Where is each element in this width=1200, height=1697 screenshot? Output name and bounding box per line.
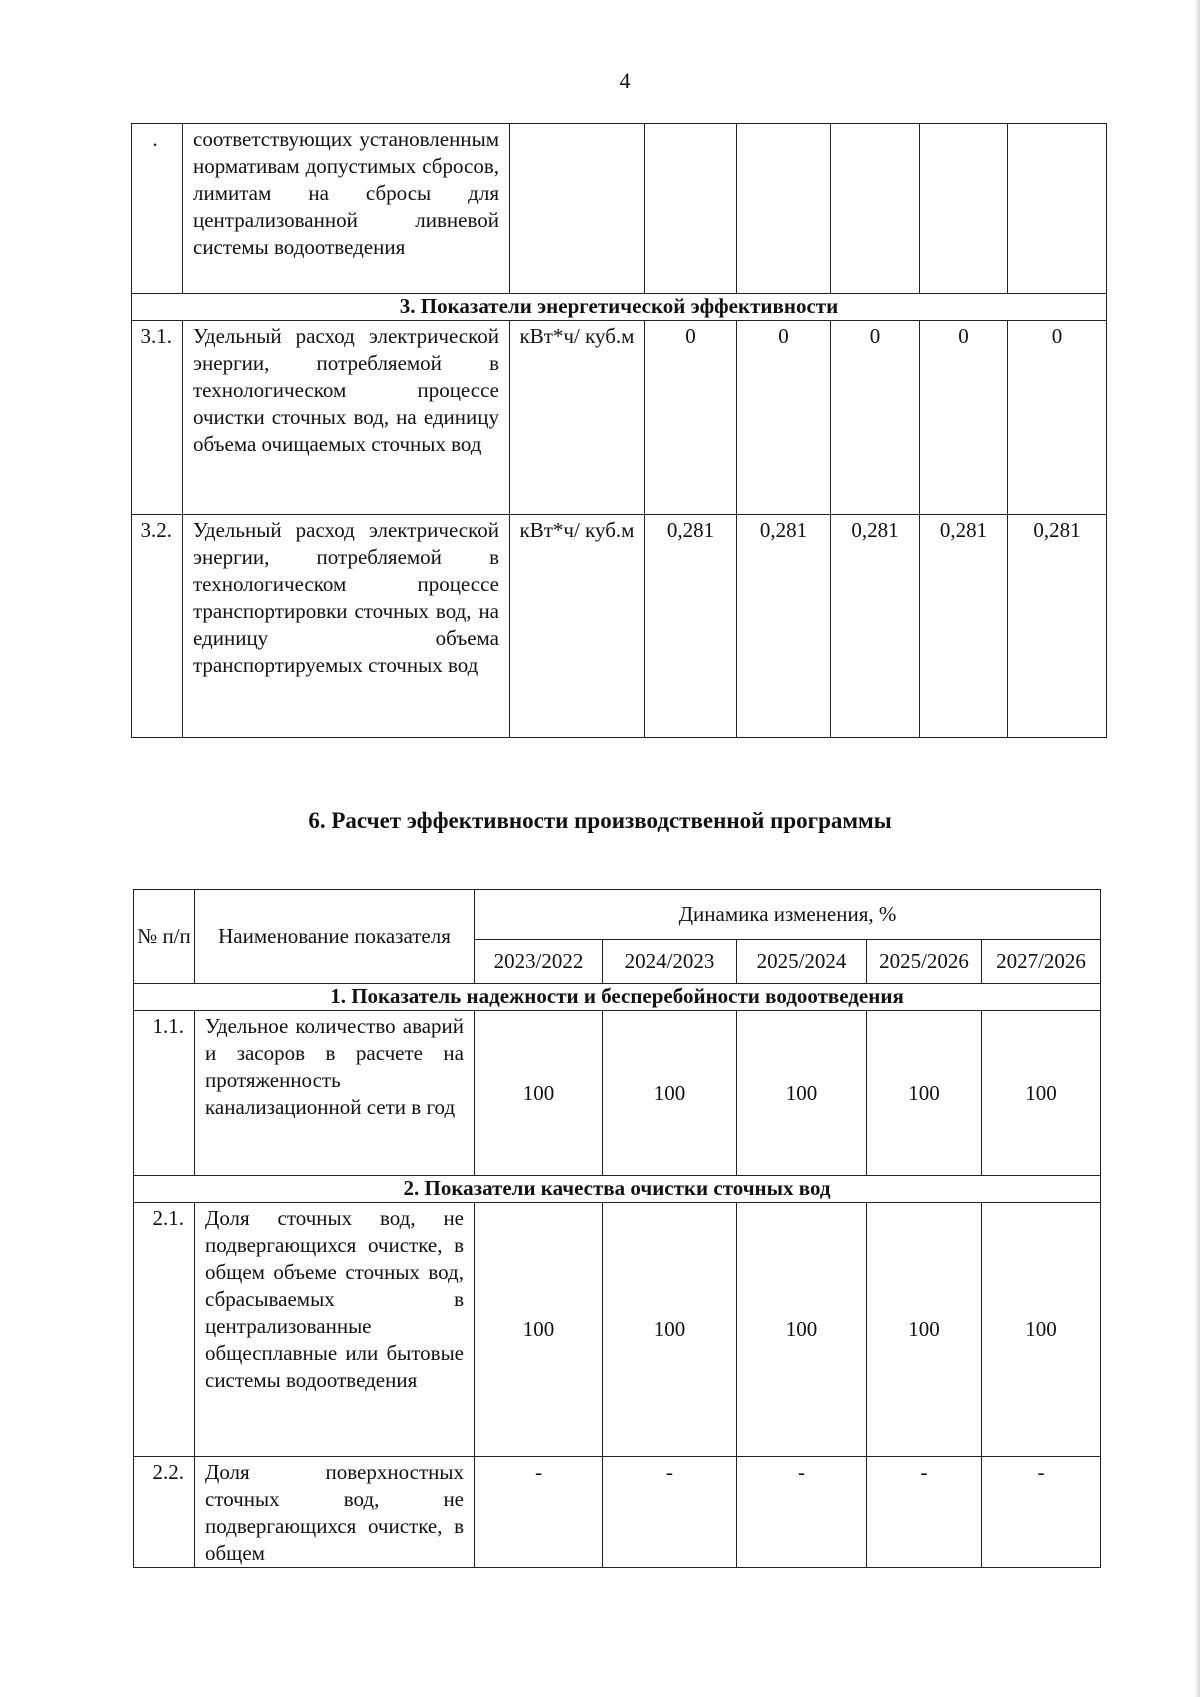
indicator-name: Доля поверхностных сточных вод, не подвергающихся очистке, в общем: [195, 1457, 475, 1568]
value: -: [737, 1457, 867, 1568]
table-row: [134, 1203, 1101, 1457]
table-row: [134, 1011, 1101, 1176]
value: 100: [982, 1011, 1101, 1176]
value: 0: [1008, 321, 1107, 515]
section-row: [134, 1176, 1101, 1203]
section-heading: 1. Показатель надежности и бесперебойности водоотведения: [134, 984, 1101, 1011]
table-row: [132, 124, 1107, 294]
page-number: 4: [619, 68, 631, 93]
value: -: [982, 1457, 1101, 1568]
unit: кВт*ч/ куб.м: [510, 321, 645, 515]
page-edge-shadow: [1194, 0, 1200, 1697]
column-header-number: № п/п: [134, 890, 195, 984]
value: 100: [737, 1011, 867, 1176]
column-header-year: 2023/2022: [475, 940, 603, 984]
row-number: 2.2.: [134, 1457, 195, 1568]
row-number: .: [132, 124, 183, 294]
value: 100: [867, 1203, 982, 1457]
energy-efficiency-table: [131, 123, 1107, 738]
table-row: [134, 1457, 1101, 1568]
value: 0,281: [831, 515, 920, 738]
column-header-year: 2027/2026: [982, 940, 1101, 984]
section-heading: 2. Показатели качества очистки сточных вод: [134, 1176, 1101, 1203]
indicator-name: соответствующих установленным нормативам допустимых сбросов, лимитам на сбросы для централизованной ливневой системы водоотведения: [183, 124, 510, 294]
section-title: 6. Расчет эффективности производственной программы: [308, 808, 892, 833]
value: 100: [982, 1203, 1101, 1457]
value: 0,281: [737, 515, 831, 738]
header-row: [134, 890, 1101, 940]
column-header-dynamics: Динамика изменения, %: [475, 890, 1101, 940]
column-header-year: 2025/2024: [737, 940, 867, 984]
value: 0: [737, 321, 831, 515]
row-number: 3.2.: [132, 515, 183, 738]
value: 0: [920, 321, 1008, 515]
efficiency-table: [133, 889, 1101, 1568]
value: 100: [867, 1011, 982, 1176]
column-header-year: 2025/2026: [867, 940, 982, 984]
value: 0: [831, 321, 920, 515]
value: -: [475, 1457, 603, 1568]
value: 0: [645, 321, 737, 515]
indicator-name: Удельный расход электрической энергии, потребляемой в технологическом процессе транспортировки сточных вод, на единицу объема транспортируемых сточных вод: [183, 515, 510, 738]
value: -: [603, 1457, 737, 1568]
table-row: [132, 515, 1107, 738]
column-header-name: Наименование показателя: [195, 890, 475, 984]
value: 0,281: [645, 515, 737, 738]
value: 100: [737, 1203, 867, 1457]
section-row: [134, 984, 1101, 1011]
value: 0,281: [1008, 515, 1107, 738]
row-number: 1.1.: [134, 1011, 195, 1176]
value: 0,281: [920, 515, 1008, 738]
value: 100: [603, 1011, 737, 1176]
table-row: [132, 321, 1107, 515]
value: 100: [603, 1203, 737, 1457]
value: 100: [475, 1011, 603, 1176]
row-number: 2.1.: [134, 1203, 195, 1457]
indicator-name: Удельное количество аварий и засоров в расчете на протяженность канализационной сети в год: [195, 1011, 475, 1176]
value: -: [867, 1457, 982, 1568]
section-heading: 3. Показатели энергетической эффективности: [132, 294, 1107, 321]
indicator-name: Доля сточных вод, не подвергающихся очистке, в общем объеме сточных вод, сбрасываемых в централизованные общесплавные или бытовые системы водоотведения: [195, 1203, 475, 1457]
indicator-name: Удельный расход электрической энергии, потребляемой в технологическом процессе очистки сточных вод, на единицу объема очищаемых сточных вод: [183, 321, 510, 515]
column-header-year: 2024/2023: [603, 940, 737, 984]
row-number: 3.1.: [132, 321, 183, 515]
value: 100: [475, 1203, 603, 1457]
section-row: [132, 294, 1107, 321]
unit: кВт*ч/ куб.м: [510, 515, 645, 738]
